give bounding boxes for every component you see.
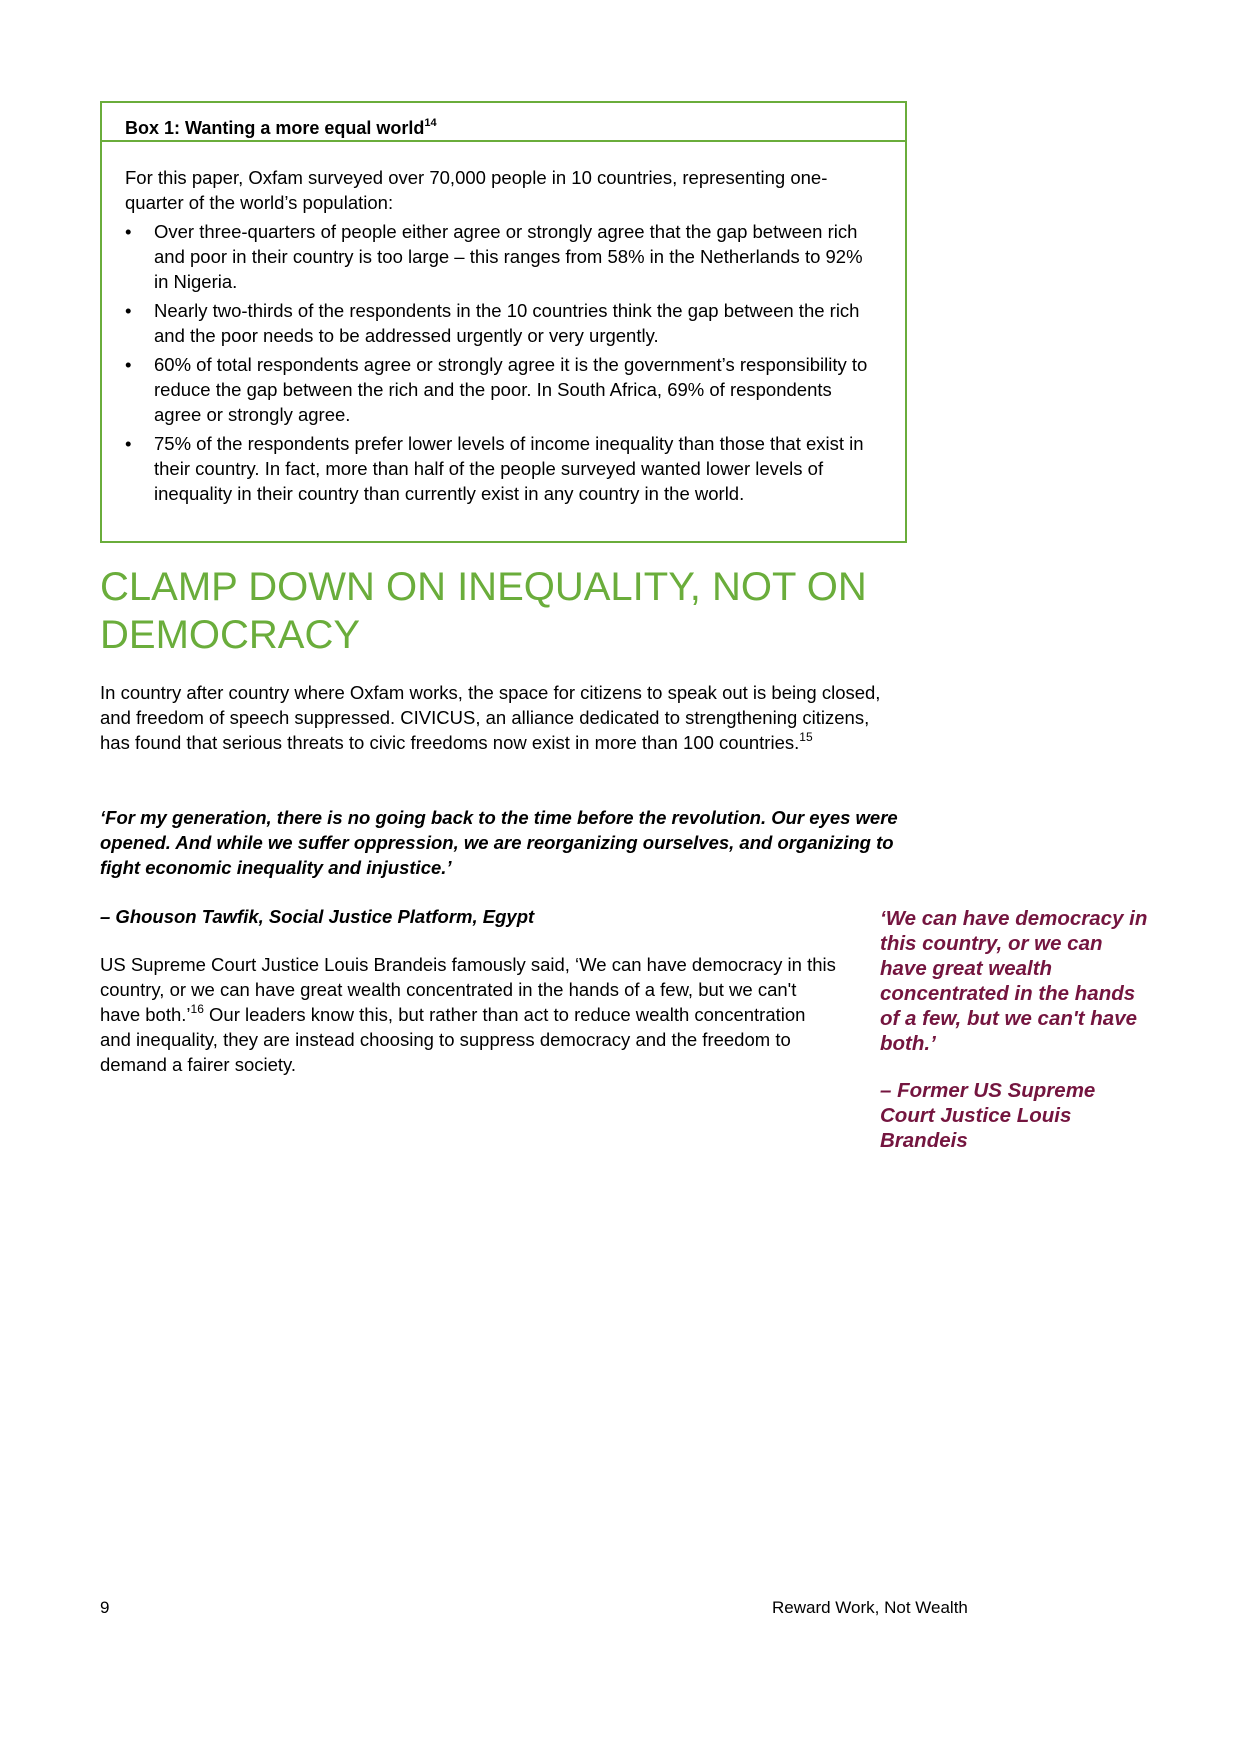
- box-bullet-item: • Nearly two-thirds of the respondents in the 10 countries think the gap between the rich and the poor needs to be addressed urgently or very urgently.: [125, 300, 860, 346]
- section-heading: CLAMP DOWN ON INEQUALITY, NOT ON DEMOCRACY: [100, 565, 867, 657]
- info-box: [100, 101, 907, 543]
- pull-quote: ‘For my generation, there is no going back to the time before the revolution. Our eyes were opened. And while we suffer oppression, we are reorganizing ourselves, and organizing to fight economic inequality and injustice.’: [100, 807, 898, 878]
- box-title-footnote: 14: [424, 117, 437, 129]
- box-title: Box 1: Wanting a more equal world$^{14}$: [102, 103, 905, 142]
- bullet-icon: •: [125, 354, 132, 375]
- box-bullet-item: • Over three-quarters of people either agree or strongly agree that the gap between rich and poor in their country is too large – this ranges from 58% in the Netherlands to 92% in Nigeria.: [125, 221, 863, 292]
- bullet-icon: •: [125, 433, 132, 454]
- sidebar-attribution: – Former US Supreme Court Justice Louis Brandeis: [880, 1079, 1096, 1152]
- footnote-marker: 16: [190, 1002, 204, 1016]
- bullet-icon: •: [125, 221, 132, 242]
- box-bullet-item: • 60% of total respondents agree or strongly agree it is the government’s responsibility to reduce the gap between the rich and the poor. In South Africa, 69% of respondents agree or strongly agree.: [125, 354, 868, 425]
- body-paragraph-2: US Supreme Court Justice Louis Brandeis famously said, ‘We can have democracy in this country, or we can have great wealth concentrated in the hands of a few, but we can't have both.’$^{16}$ Our leaders know this, but rather than act to reduce wealth concentration and inequality, they are instead choosing to suppress democracy and the freedom to demand a fairer society.: [100, 954, 836, 1075]
- footer-title: Reward Work, Not Wealth: [772, 1598, 968, 1617]
- sidebar-quote: ‘We can have democracy in this country, or we can have great wealth concentrated in the hands of a few, but we can't have both.’: [880, 907, 1148, 1055]
- box-bullet-list: [125, 219, 881, 506]
- page-number: 9: [100, 1598, 110, 1617]
- footnote-marker: 15: [799, 730, 813, 744]
- box-bullet-item: • 75% of the respondents prefer lower levels of income inequality than those that exist in their country. In fact, more than half of the people surveyed wanted lower levels of inequality in their country than currently exist in any country in the world.: [125, 433, 864, 504]
- body-paragraph-1: In country after country where Oxfam works, the space for citizens to speak out is being closed, and freedom of speech suppressed. CIVICUS, an alliance dedicated to strengthening citizens, has found that serious threats to civic freedoms now exist in more than 100 countries.$^{15}$: [100, 682, 881, 753]
- bullet-icon: •: [125, 300, 132, 321]
- quote-attribution: – Ghouson Tawfik, Social Justice Platform, Egypt: [100, 906, 535, 927]
- box-intro: For this paper, Oxfam surveyed over 70,000 people in 10 countries, representing one-quarter of the world’s population:: [125, 167, 828, 213]
- box-body: [102, 142, 905, 506]
